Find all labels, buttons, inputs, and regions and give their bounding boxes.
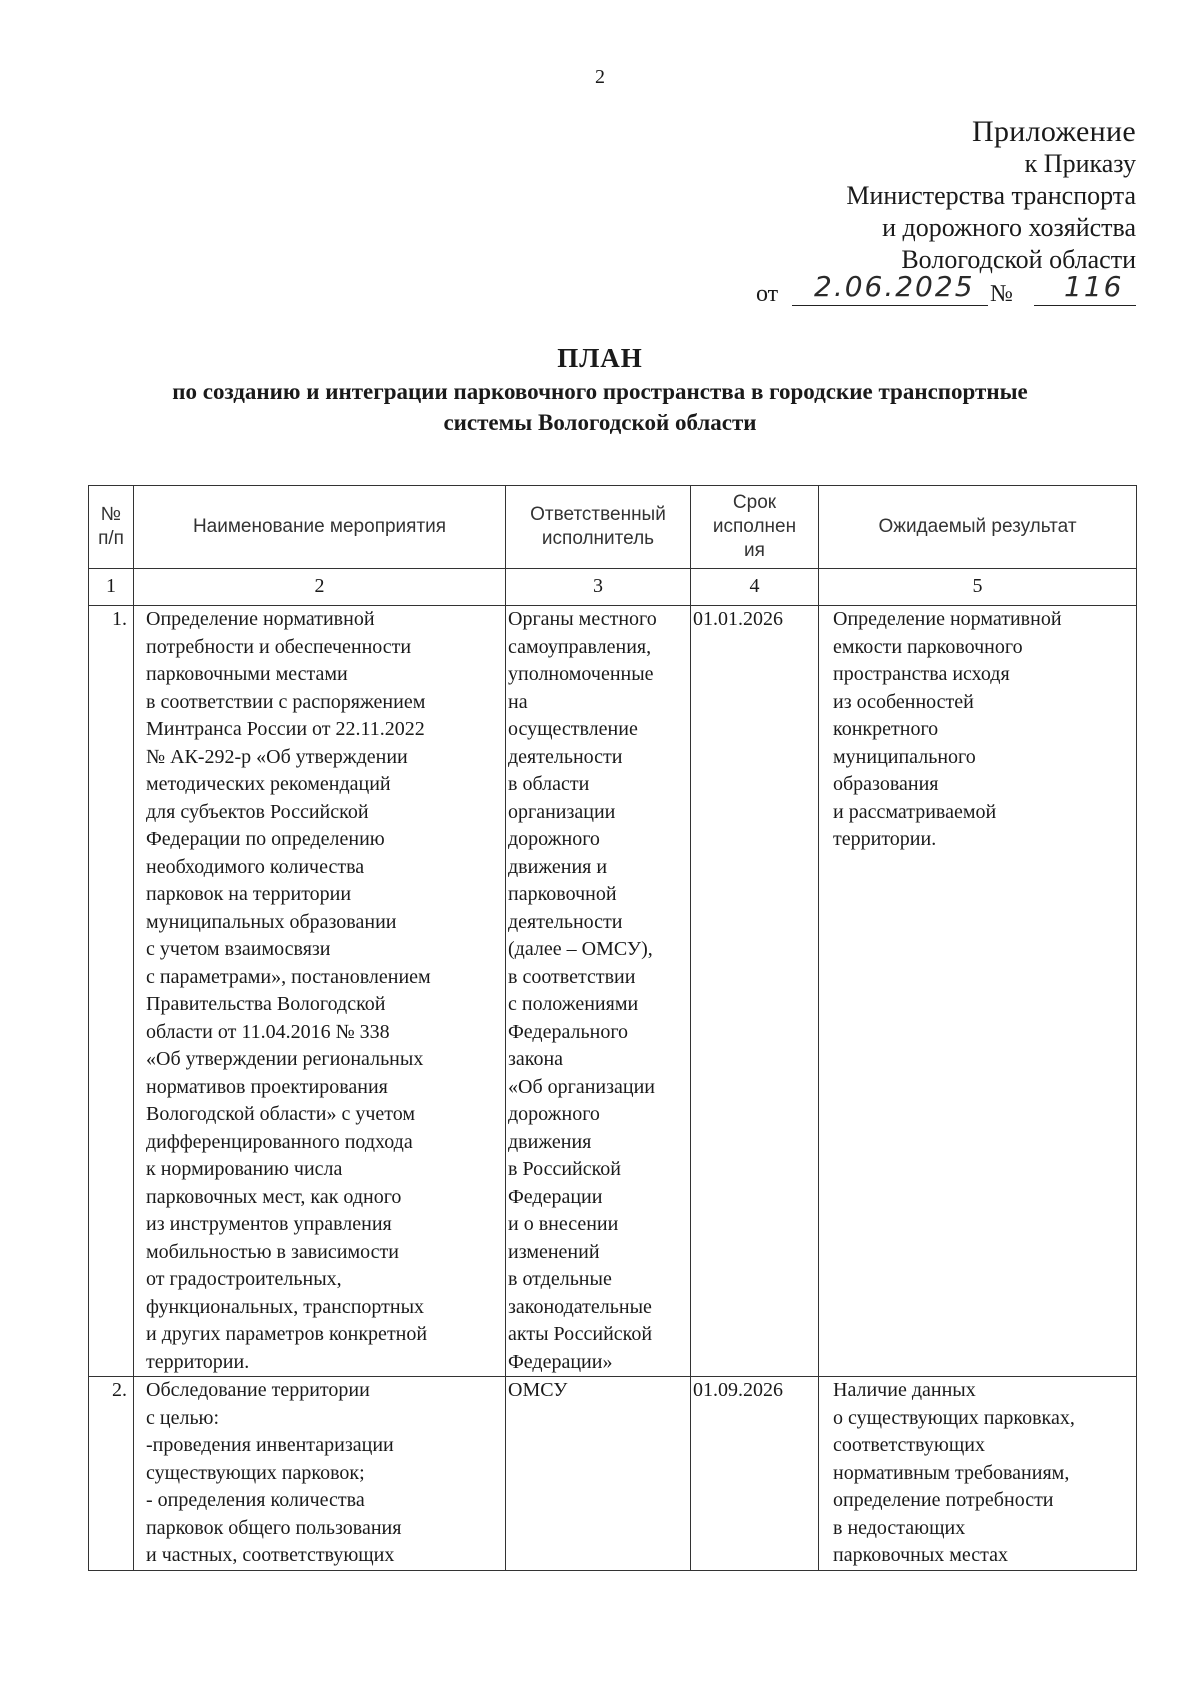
document-title: [60, 340, 1140, 438]
date-prefix: от: [756, 281, 779, 307]
order-date-line: [756, 270, 1136, 312]
cell-line: в соответствии: [508, 965, 636, 988]
title-sub-line: по созданию и интеграции парковочного пространства в городские транспортные: [172, 379, 1028, 404]
cell-line: пространства исходя: [833, 663, 1010, 685]
cell-line: Минтранса России от 22.11.2022: [146, 718, 425, 740]
cell-line: с положениями: [508, 993, 639, 1015]
cell-line: движения и: [508, 855, 608, 878]
cell-line: области от 11.04.2016 № 338: [146, 1020, 390, 1043]
cell-line: Федерации: [508, 1185, 603, 1208]
cell-line: функциональных, транспортных: [146, 1295, 425, 1318]
cell-line: деятельности: [508, 910, 623, 933]
cell-line: парковок на территории: [146, 883, 352, 905]
cell-line: -проведения инвентаризации: [146, 1434, 394, 1456]
number-prefix: №: [990, 281, 1013, 307]
cell-line: - определения количества: [146, 1489, 365, 1511]
header-name: Наименование мероприятия: [134, 486, 506, 569]
cell-line: в отдельные: [508, 1268, 612, 1290]
cell-line: дорожного: [508, 1103, 600, 1125]
cell-line: парковок общего пользования: [146, 1516, 402, 1539]
appendix-line: Вологодской области: [901, 245, 1136, 274]
row-responsible: [506, 606, 691, 1377]
cell-line: и о внесении: [508, 1213, 619, 1235]
cell-line: с параметрами», постановлением: [146, 965, 431, 988]
handwritten-date: 2.06.2025: [814, 270, 975, 303]
appendix-line: и дорожного хозяйства: [882, 213, 1136, 242]
header-num: № п/п: [89, 486, 134, 569]
title-sub-line: системы Вологодской области: [443, 410, 757, 435]
cell-line: парковочных мест, как одного: [146, 1185, 402, 1208]
row-num: 2.: [89, 1377, 134, 1571]
number-field: [1034, 270, 1136, 306]
row-name: [134, 1377, 506, 1571]
cell-line: организации: [508, 800, 616, 823]
handwritten-number: 116: [1064, 270, 1124, 303]
row-num: 1.: [89, 606, 134, 1377]
cell-line: дорожного: [508, 828, 600, 850]
date-field: [792, 270, 988, 306]
cell-line: муниципальных образовании: [146, 910, 397, 933]
row-deadline: 01.01.2026: [691, 606, 819, 1377]
cell-line: самоуправления,: [508, 635, 652, 658]
cell-line: методических рекомендаций: [146, 773, 391, 795]
cell-line: соответствующих: [833, 1434, 985, 1456]
cell-line: парковочных местах: [833, 1544, 1009, 1566]
cell-line: и других параметров конкретной: [146, 1323, 428, 1345]
cell-line: Федерального: [508, 1020, 629, 1043]
cell-line: из инструментов управления: [146, 1213, 392, 1235]
cell-line: уполномоченные: [508, 663, 654, 685]
cell-line: ОМСУ: [508, 1379, 568, 1401]
cell-line: осуществление: [508, 718, 638, 740]
row-result: [819, 1377, 1137, 1571]
column-number-row: [89, 569, 1137, 606]
header-result: Ожидаемый результат: [819, 486, 1137, 569]
cell-line: к нормированию числа: [146, 1158, 343, 1180]
cell-line: из особенностей: [833, 690, 974, 713]
cell-line: Определение нормативной: [833, 608, 1062, 630]
cell-line: Обследование территории: [146, 1379, 370, 1401]
cell-line: Федерации»: [508, 1350, 613, 1373]
cell-line: потребности и обеспеченности: [146, 635, 412, 658]
appendix-line: к Приказу: [1024, 149, 1136, 178]
cell-line: деятельности: [508, 745, 623, 768]
cell-line: Наличие данных: [833, 1379, 976, 1401]
cell-line: Органы местного: [508, 608, 657, 630]
cell-line: для субъектов Российской: [146, 800, 369, 823]
appendix-line: Министерства транспорта: [846, 181, 1136, 210]
row-deadline: 01.09.2026: [691, 1377, 819, 1571]
cell-line: парковочными местами: [146, 663, 348, 685]
column-number: 3: [506, 569, 691, 606]
cell-line: нормативным требованиям,: [833, 1461, 1070, 1484]
cell-line: дифференцированного подхода: [146, 1130, 413, 1153]
cell-line: законодательные: [508, 1295, 652, 1318]
cell-line: изменений: [508, 1240, 600, 1263]
cell-line: на: [508, 690, 528, 713]
appendix-line: Приложение: [971, 115, 1136, 148]
cell-line: и рассматриваемой: [833, 800, 997, 823]
cell-line: в Российской: [508, 1158, 622, 1180]
cell-line: (далее – ОМСУ),: [508, 938, 653, 960]
cell-line: закона: [508, 1048, 564, 1070]
header-responsible: Ответственный исполнитель: [506, 486, 691, 569]
table-row: [89, 1377, 1137, 1571]
cell-line: в недостающих: [833, 1516, 966, 1539]
cell-line: «Об утверждении региональных: [146, 1048, 424, 1070]
cell-line: нормативов проектирования: [146, 1075, 388, 1098]
table-row: [89, 606, 1137, 1377]
appendix-block: [846, 116, 1136, 276]
cell-line: муниципального: [833, 745, 976, 768]
cell-line: существующих парковок;: [146, 1461, 365, 1484]
cell-line: о существующих парковках,: [833, 1406, 1075, 1429]
column-number: 2: [134, 569, 506, 606]
cell-line: мобильностью в зависимости: [146, 1240, 399, 1263]
cell-line: Федерации по определению: [146, 828, 385, 850]
page-number: 2: [595, 66, 605, 88]
cell-line: в соответствии с распоряжением: [146, 690, 426, 713]
cell-line: и частных, соответствующих: [146, 1544, 395, 1566]
cell-line: «Об организации: [508, 1075, 655, 1098]
cell-line: движения: [508, 1130, 592, 1153]
cell-line: емкости парковочного: [833, 635, 1023, 658]
cell-line: с учетом взаимосвязи: [146, 938, 331, 960]
cell-line: Правительства Вологодской: [146, 993, 386, 1015]
cell-line: конкретного: [833, 718, 939, 740]
cell-line: Определение нормативной: [146, 608, 375, 630]
cell-line: определение потребности: [833, 1489, 1054, 1511]
cell-line: образования: [833, 773, 939, 795]
cell-line: в области: [508, 773, 590, 795]
table-header-row: [89, 486, 1137, 569]
cell-line: от градостроительных,: [146, 1268, 342, 1290]
row-result: [819, 606, 1137, 1377]
cell-line: акты Российской: [508, 1323, 653, 1345]
row-responsible: [506, 1377, 691, 1571]
cell-line: Вологодской области» с учетом: [146, 1103, 416, 1125]
row-name: [134, 606, 506, 1377]
cell-line: территории.: [833, 828, 937, 850]
cell-line: парковочной: [508, 883, 617, 905]
plan-table: [88, 485, 1137, 1571]
column-number: 5: [819, 569, 1137, 606]
cell-line: необходимого количества: [146, 855, 365, 878]
title-main: ПЛАН: [557, 343, 643, 373]
header-deadline: Срок исполнен ия: [691, 486, 819, 569]
cell-line: с целью:: [146, 1406, 220, 1429]
cell-line: № АК-292-р «Об утверждении: [146, 745, 408, 768]
column-number: 1: [89, 569, 134, 606]
column-number: 4: [691, 569, 819, 606]
cell-line: территории.: [146, 1350, 250, 1373]
